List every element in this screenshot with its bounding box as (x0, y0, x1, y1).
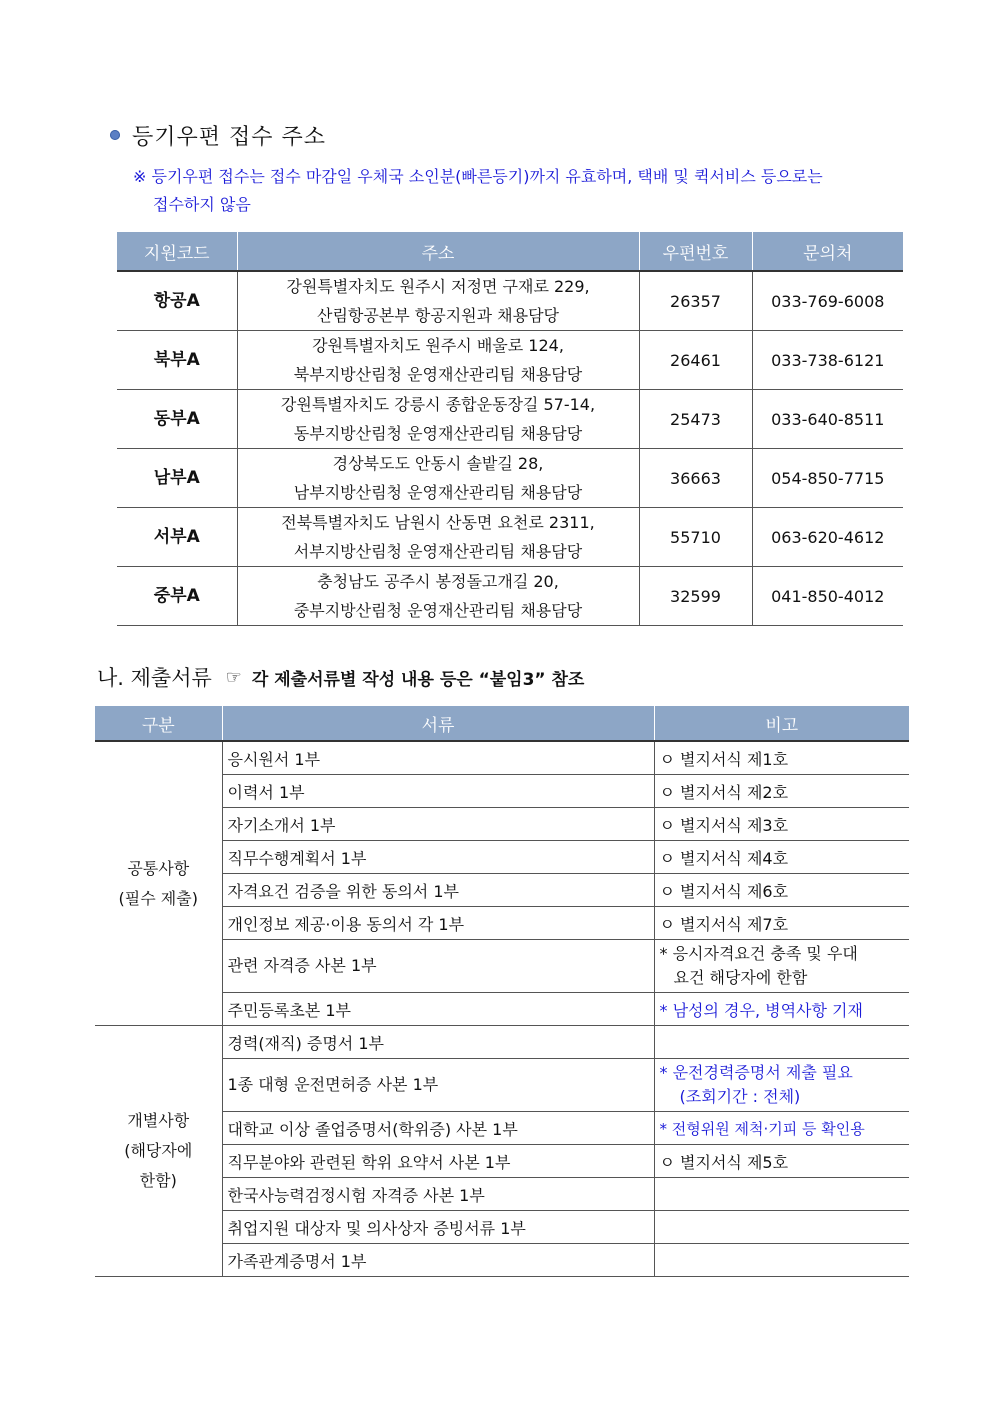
header-zip: 우편번호 (639, 232, 752, 271)
documents-table-header (95, 706, 909, 741)
row-code: 남부A (117, 449, 237, 508)
remark-cell (654, 1059, 909, 1112)
row-phone: 063-620-4612 (752, 508, 903, 567)
remark-cell: ㅇ 별지서식 제3호 (654, 808, 909, 841)
address-line-2: 서부지방산림청 운영재산관리팀 채용담당 (293, 542, 583, 561)
address-table-header (117, 232, 903, 271)
row-address (237, 567, 639, 626)
remark-cell: ㅇ 별지서식 제7호 (654, 907, 909, 940)
address-line-1: 전북특별자치도 남원시 산동면 요천로 2311, (281, 513, 595, 532)
address-line-2: 중부지방산림청 운영재산관리팀 채용담당 (293, 601, 583, 620)
document-cell: 이력서 1부 (222, 775, 654, 808)
address-line-2: 산림항공본부 항공지원과 채용담당 (316, 306, 559, 325)
remark-line-2: (조회기간 : 전체) (679, 1087, 801, 1106)
document-cell: 경력(재직) 증명서 1부 (222, 1026, 654, 1059)
note-line-1: ※ 등기우편 접수는 접수 마감일 우체국 소인분(빠른등기)까지 유효하며, 택배 및 퀵서비스 등으로는 (133, 167, 823, 186)
document-cell: 자격요건 검증을 위한 동의서 1부 (222, 874, 654, 907)
individual-group-line-2: (해당자에 (124, 1141, 193, 1160)
row-code: 서부A (117, 508, 237, 567)
remark-cell: * 전형위원 제척·기피 등 확인용 (654, 1112, 909, 1145)
document-cell: 한국사능력검정시험 자격증 사본 1부 (222, 1178, 654, 1211)
remark-cell: ㅇ 별지서식 제1호 (654, 741, 909, 775)
documents-heading (97, 662, 584, 692)
header-code: 지원코드 (117, 232, 237, 271)
table-row (117, 331, 903, 390)
address-table (117, 232, 903, 626)
row-zip: 32599 (639, 567, 752, 626)
remark-cell (654, 1178, 909, 1211)
documents-title: 나. 제출서류 (97, 666, 212, 690)
row-code: 북부A (117, 331, 237, 390)
remark-cell (654, 1026, 909, 1059)
individual-group-cell (95, 1026, 222, 1277)
table-row (117, 508, 903, 567)
document-cell: 취업지원 대상자 및 의사상자 증빙서류 1부 (222, 1211, 654, 1244)
section-heading (110, 120, 326, 150)
document-cell: 개인정보 제공·이용 동의서 각 1부 (222, 907, 654, 940)
row-phone: 033-738-6121 (752, 331, 903, 390)
documents-reference: 각 제출서류별 작성 내용 등은 “붙임3” 참조 (251, 669, 585, 690)
row-address (237, 449, 639, 508)
table-row (117, 390, 903, 449)
document-cell: 응시원서 1부 (222, 741, 654, 775)
common-group-line-1: 공통사항 (127, 858, 190, 878)
document-cell: 직무분야와 관련된 학위 요약서 사본 1부 (222, 1145, 654, 1178)
address-line-1: 강원특별자치도 원주시 배울로 124, (312, 336, 564, 355)
document-cell: 대학교 이상 졸업증명서(학위증) 사본 1부 (222, 1112, 654, 1145)
table-row (117, 271, 903, 331)
address-line-1: 충청남도 공주시 봉정돌고개길 20, (317, 572, 559, 591)
header-remark: 비고 (654, 706, 909, 741)
row-address (237, 508, 639, 567)
row-code: 동부A (117, 390, 237, 449)
individual-group-line-3: 한함) (139, 1171, 177, 1190)
common-group-line-2: (필수 제출) (118, 888, 198, 908)
remark-cell: ㅇ 별지서식 제6호 (654, 874, 909, 907)
remark-cell (654, 1244, 909, 1277)
row-zip: 26461 (639, 331, 752, 390)
document-cell: 직무수행계획서 1부 (222, 841, 654, 874)
remark-cell: ㅇ 별지서식 제5호 (654, 1145, 909, 1178)
address-line-2: 동부지방산림청 운영재산관리팀 채용담당 (293, 424, 583, 443)
row-zip: 26357 (639, 271, 752, 331)
row-zip: 36663 (639, 449, 752, 508)
remark-cell: ㅇ 별지서식 제2호 (654, 775, 909, 808)
row-address (237, 271, 639, 331)
document-cell: 1종 대형 운전면허증 사본 1부 (222, 1059, 654, 1112)
row-zip: 55710 (639, 508, 752, 567)
remark-cell (654, 1211, 909, 1244)
address-line-2: 북부지방산림청 운영재산관리팀 채용담당 (293, 365, 583, 384)
header-category: 구분 (95, 706, 222, 741)
header-contact: 문의처 (752, 232, 903, 271)
remark-line-2: 요건 해당자에 한함 (673, 968, 808, 987)
individual-group-line-1: 개별사항 (127, 1111, 190, 1130)
documents-table (95, 706, 909, 1277)
note-line-2: 접수하지 않음 (153, 195, 251, 214)
row-phone: 054-850-7715 (752, 449, 903, 508)
row-code: 중부A (117, 567, 237, 626)
common-group-cell (95, 741, 222, 1026)
pointing-hand-icon: ☞ (225, 666, 242, 688)
section-heading-text: 등기우편 접수 주소 (132, 124, 327, 150)
document-cell: 자기소개서 1부 (222, 808, 654, 841)
table-row (95, 1026, 909, 1059)
row-address (237, 390, 639, 449)
document-cell: 가족관계증명서 1부 (222, 1244, 654, 1277)
row-phone: 041-850-4012 (752, 567, 903, 626)
remark-line-1: * 응시자격요건 충족 및 우대 (659, 944, 858, 963)
table-row (117, 449, 903, 508)
remark-line-1: * 운전경력증명서 제출 필요 (659, 1063, 853, 1082)
address-line-2: 남부지방산림청 운영재산관리팀 채용담당 (293, 483, 583, 502)
table-row (95, 741, 909, 775)
row-phone: 033-769-6008 (752, 271, 903, 331)
document-cell: 관련 자격증 사본 1부 (222, 940, 654, 993)
header-document: 서류 (222, 706, 654, 741)
remark-cell (654, 940, 909, 993)
bullet-dot-icon (110, 130, 120, 140)
table-row (117, 567, 903, 626)
remark-cell: ㅇ 별지서식 제4호 (654, 841, 909, 874)
address-line-1: 강원특별자치도 원주시 저정면 구재로 229, (286, 277, 590, 296)
registered-mail-note (133, 163, 913, 219)
row-zip: 25473 (639, 390, 752, 449)
row-address (237, 331, 639, 390)
document-cell: 주민등록초본 1부 (222, 993, 654, 1026)
row-code: 항공A (117, 271, 237, 331)
remark-cell: * 남성의 경우, 병역사항 기재 (654, 993, 909, 1026)
address-line-1: 경상북도도 안동시 솔밭길 28, (332, 454, 544, 473)
header-address: 주소 (237, 232, 639, 271)
address-line-1: 강원특별자치도 강릉시 종합운동장길 57-14, (280, 395, 596, 414)
row-phone: 033-640-8511 (752, 390, 903, 449)
